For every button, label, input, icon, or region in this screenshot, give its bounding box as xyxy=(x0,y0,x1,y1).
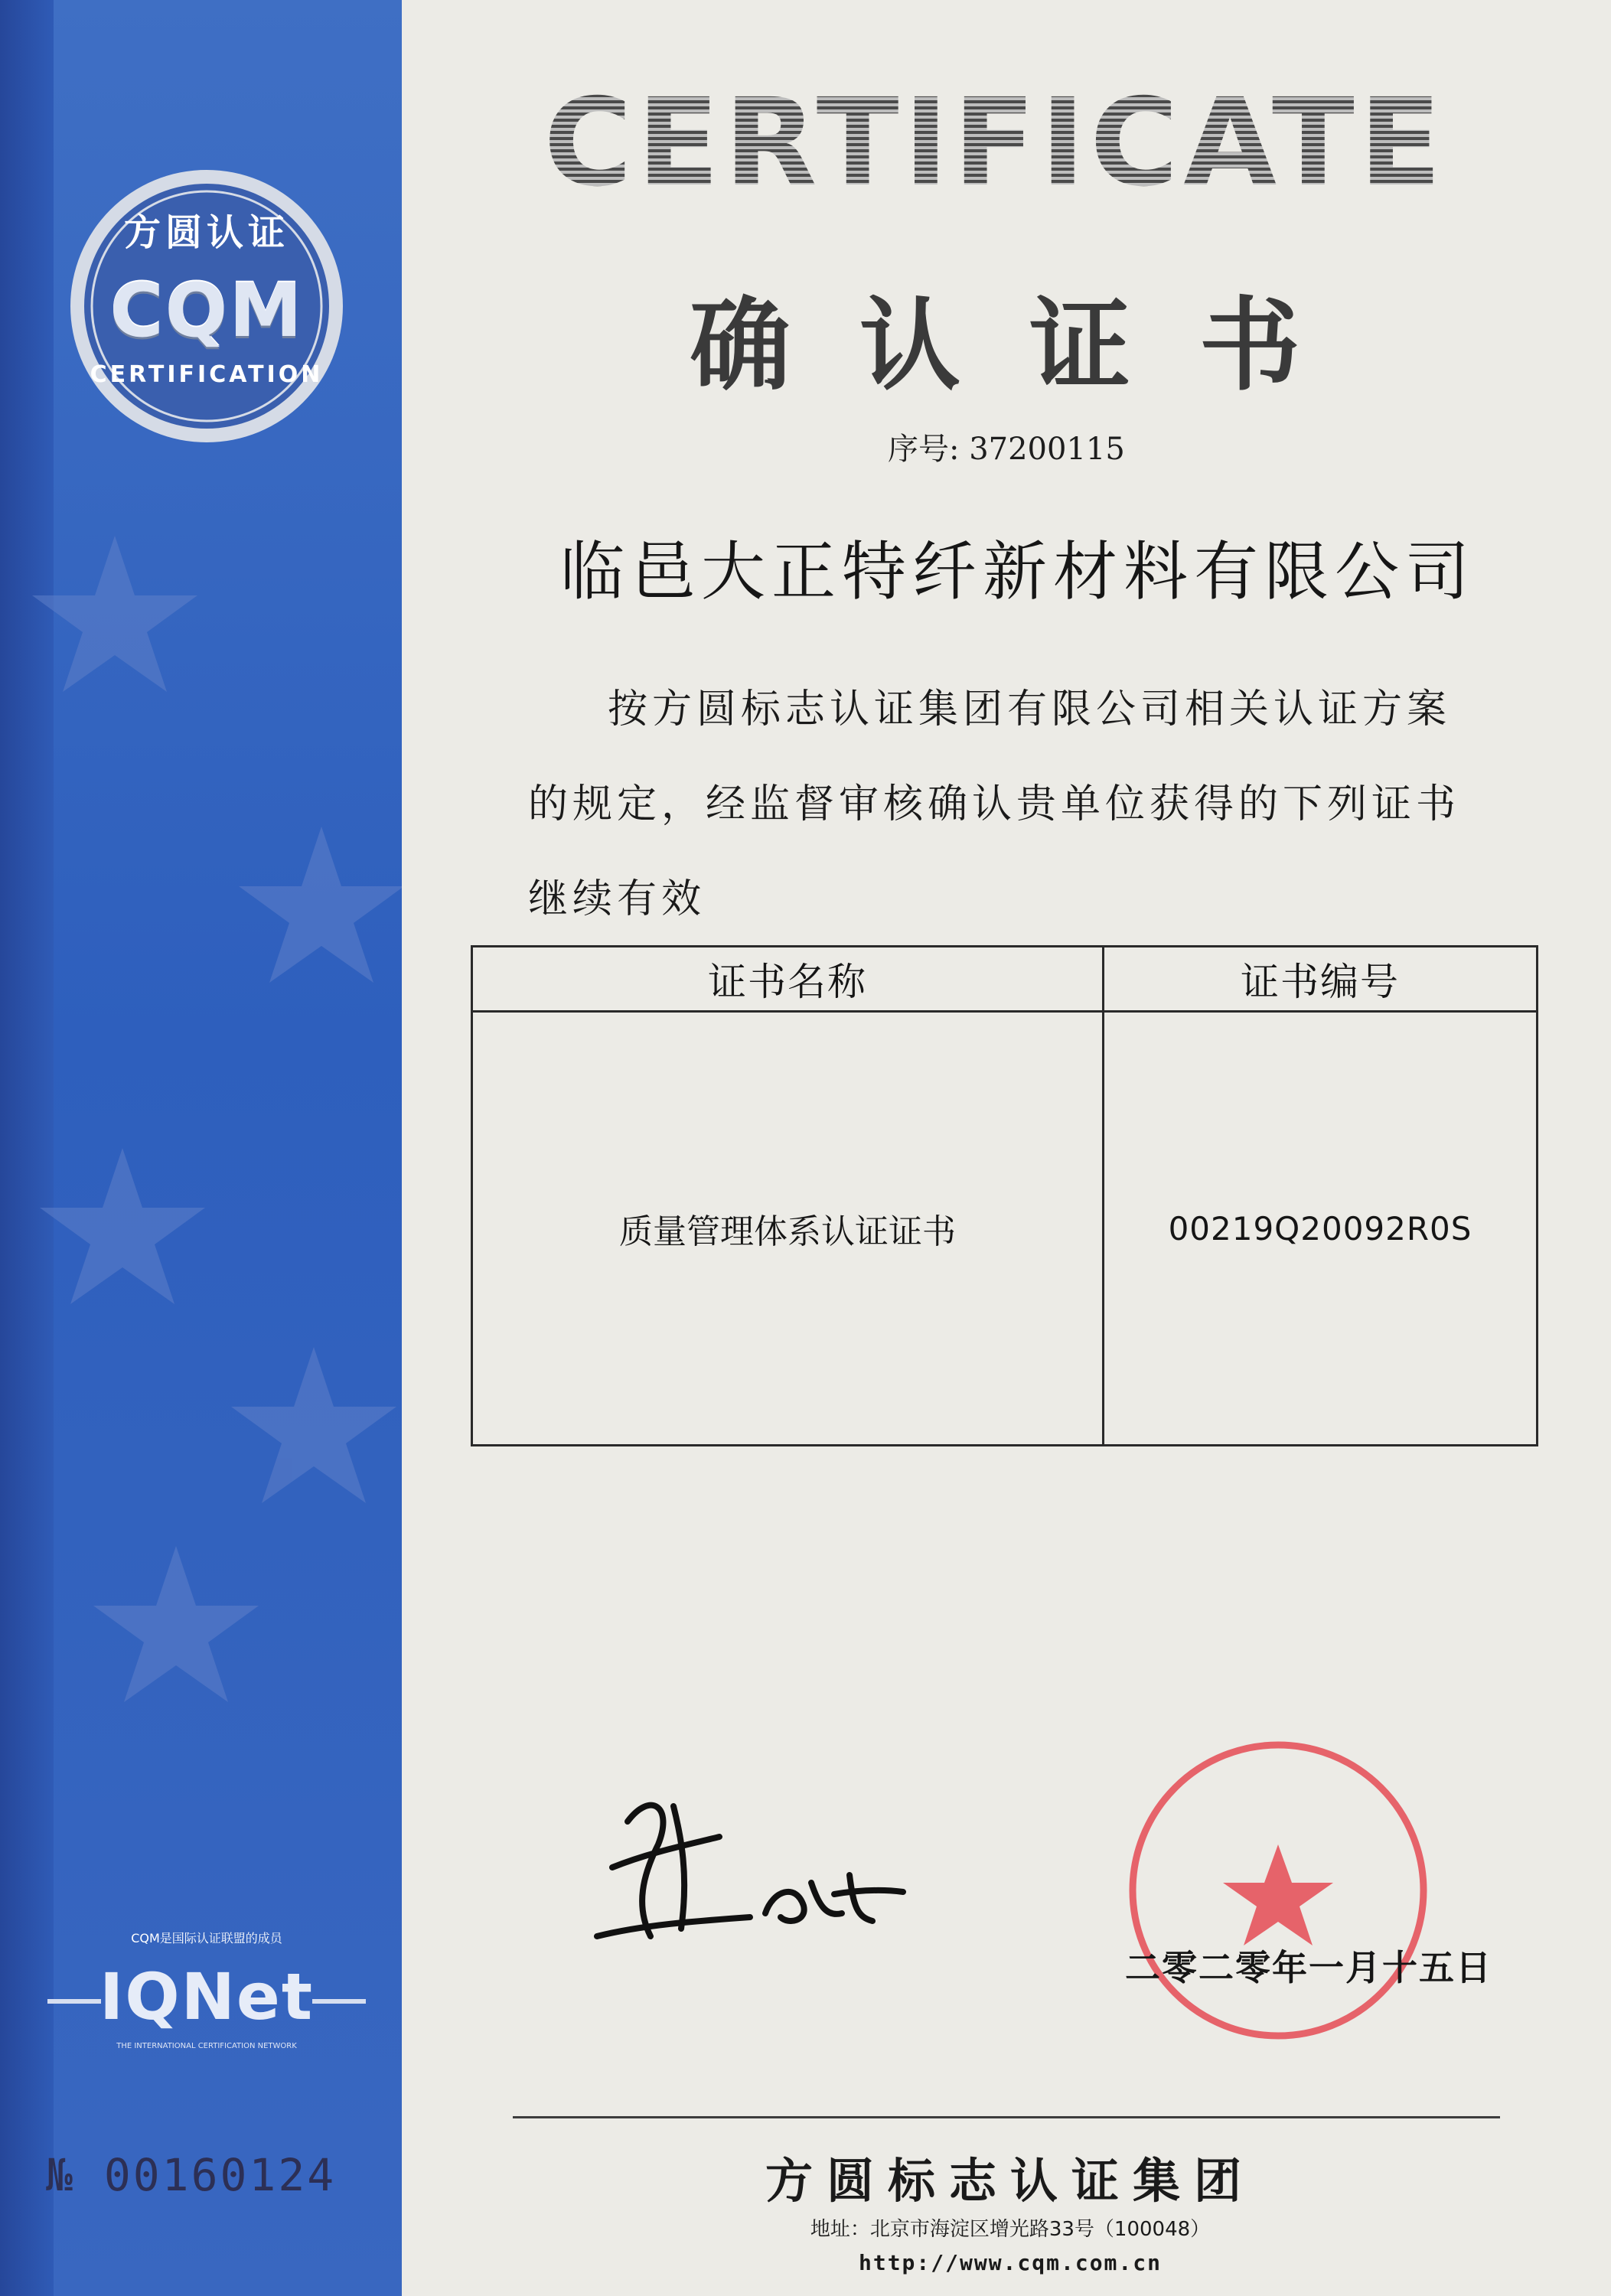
company-name: 临邑大正特纤新材料有限公司 xyxy=(559,534,1476,609)
certificate-title-en: CERTIFICATE xyxy=(528,73,1462,214)
table-header-row xyxy=(472,947,1538,1012)
certificate-name-cell: 质量管理体系认证证书 xyxy=(472,1012,1104,1446)
iqnet-subtitle: THE INTERNATIONAL CERTIFICATION NETWORK xyxy=(116,2042,297,2050)
company-seal xyxy=(1117,1730,1439,2051)
iqnet-note: CQM是国际认证联盟的成员 xyxy=(131,1931,282,1945)
star-icon xyxy=(239,827,402,983)
certificate-title-cn: 确认证书 xyxy=(690,287,1369,405)
star-icon xyxy=(231,1347,396,1503)
iqnet-mark: IQNet xyxy=(99,1959,315,2034)
certificate-number-cell: 00219Q20092R0S xyxy=(1104,1012,1538,1446)
star-icon xyxy=(32,536,197,692)
issuer-name: 方圆标志认证集团 xyxy=(765,2153,1255,2209)
table-row xyxy=(472,1012,1538,1446)
logo-mark: CQM xyxy=(109,268,304,354)
certificate-table xyxy=(471,945,1538,1446)
footer-divider xyxy=(513,2116,1500,2118)
column-header-number: 证书编号 xyxy=(1104,947,1538,1012)
issue-date: 二零二零年一月十五日 xyxy=(1125,1947,1492,1988)
star-icon xyxy=(40,1148,205,1304)
seal-star-icon xyxy=(1223,1844,1333,1945)
certificate-serial-number: № 00160124 xyxy=(46,2149,337,2201)
serial-label: 序号: xyxy=(888,432,960,467)
signature xyxy=(582,1760,934,1959)
column-header-name: 证书名称 xyxy=(472,947,1104,1012)
logo-top-text: 方圆认证 xyxy=(123,211,289,254)
cqm-logo xyxy=(61,161,352,452)
serial-value: 37200115 xyxy=(969,432,1125,467)
star-icon xyxy=(93,1546,259,1702)
issuer-website: http://www.cqm.com.cn xyxy=(858,2250,1162,2275)
logo-bottom-text: CERTIFICATION xyxy=(90,361,324,388)
confirmation-text: 按方圆标志认证集团有限公司相关认证方案的规定，经监督审核确认贵单位获得的下列证书继续有效 xyxy=(528,687,1461,922)
left-band xyxy=(0,0,402,2296)
issuer-address: 地址：北京市海淀区增光路33号（100048） xyxy=(810,2218,1211,2241)
serial-line xyxy=(888,425,1125,468)
